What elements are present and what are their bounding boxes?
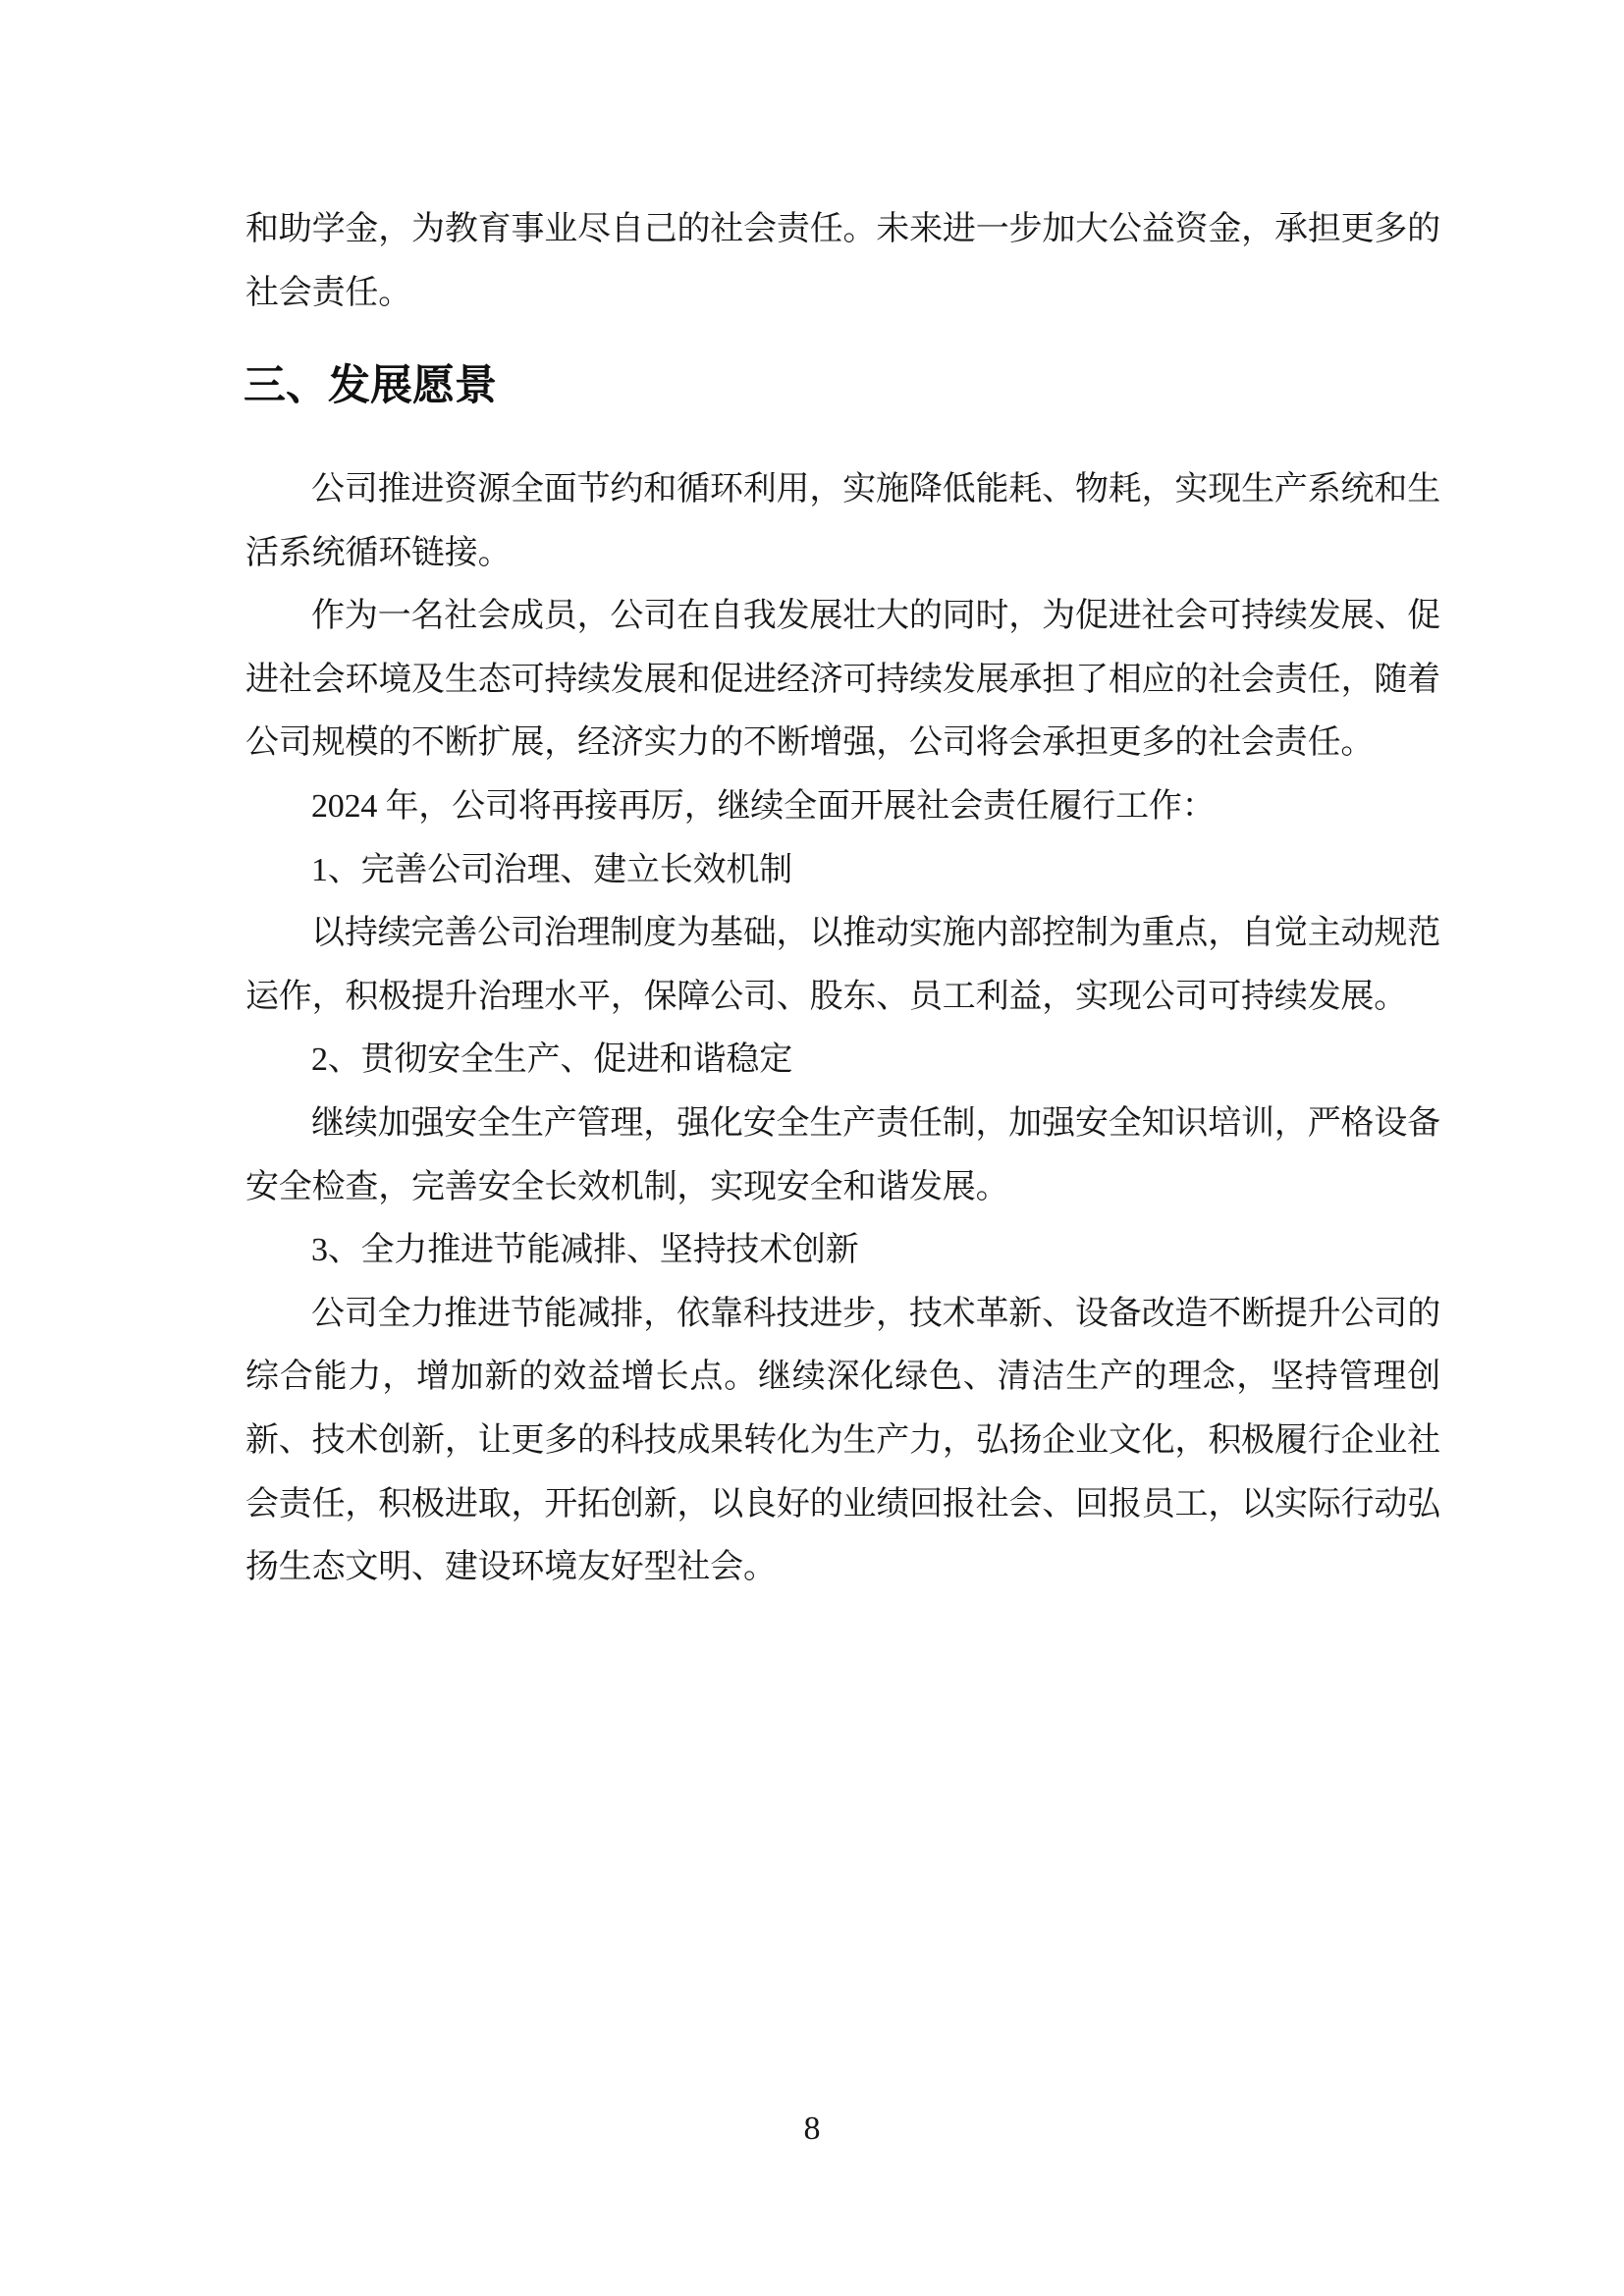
paragraph-list-item: 2、贯彻安全生产、促进和谐稳定 [311,1041,792,1079]
page-footer [0,2109,1624,2149]
paragraph: 作为一名社会成员，公司在自我发展壮大的同时，为促进社会可持续发展、促进社会环境及生态可持续发展和促进经济可持续发展承担了相应的社会责任，随着公司规模的不断扩展，经济实力的不断增强，公司将会承担更多的社会责任。 [245,598,1440,762]
paragraph: 继续加强安全生产管理，强化安全生产责任制，加强安全知识培训，严格设备安全检查，完善安全长效机制，实现安全和谐发展。 [245,1104,1440,1205]
paragraph-list-item: 3、全力推进节能减排、坚持技术创新 [311,1232,859,1269]
paragraph: 以持续完善公司治理制度为基础，以推动实施内部控制为重点，自觉主动规范运作，积极提升治理水平，保障公司、股东、员工利益，实现公司可持续发展。 [245,915,1440,1015]
section-heading: 三、发展愿景 [244,363,497,409]
body-text [245,458,1440,1600]
paragraph: 2024 年，公司将再接再厉，继续全面开展社会责任履行工作： [311,787,1216,825]
paragraph: 公司推进资源全面节约和循环利用，实施降低能耗、物耗，实现生产系统和生活系统循环链接。 [245,471,1440,571]
paragraph: 公司全力推进节能减排，依靠科技进步，技术革新、设备改造不断提升公司的综合能力，增加新的效益增长点。继续深化绿色、清洁生产的理念，坚持管理创新、技术创新，让更多的科技成果转化为生产力，弘扬企业文化，积极履行企业社会责任，积极进取，开拓创新，以良好的业绩回报社会、回报员工，以实际行动弘扬生态文明、建设环境友好型社会。 [245,1295,1440,1586]
continuation-block [245,198,1440,325]
paragraph-continuation: 和助学金，为教育事业尽自己的社会责任。未来进一步加大公益资金，承担更多的社会责任。 [245,211,1440,311]
paragraph-list-item: 1、完善公司治理、建立长效机制 [311,851,792,888]
page-number: 8 [803,2110,821,2147]
